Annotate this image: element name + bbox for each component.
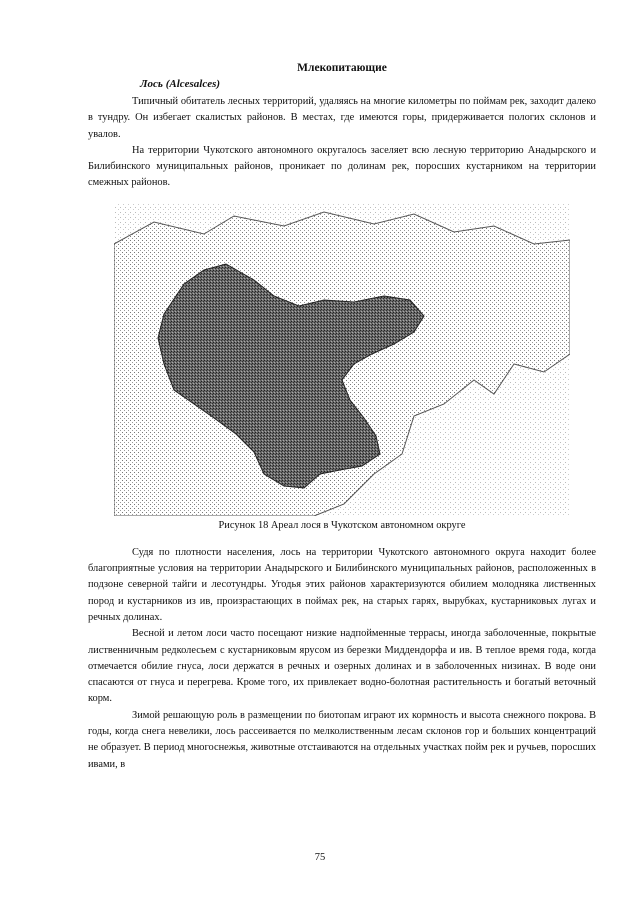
range-map-image	[114, 204, 570, 516]
range-map-figure	[114, 204, 570, 516]
paragraph: На территории Чукотского автономного округалось заселяет всю лесную территорию Анадырского и Билибинского муниципальных районов, проникает по долинам рек, поросших кустарником на территории смежных районов.	[88, 144, 596, 189]
figure-caption: Рисунок 18 Ареал лося в Чукотском автономном округе	[218, 519, 466, 531]
page-content	[88, 62, 596, 773]
paragraph: Типичный обитатель лесных территорий, удаляясь на многие километры по поймам рек, заходит далеко в тундру. Он избегает скалистых районов. В местах, где имеются горы, придерживается пологих склонов и увалов.	[88, 96, 596, 140]
paragraph: Судя по плотности населения, лось на территории Чукотского автономного округа находит более благоприятные условия на территории Анадырского и Билибинского муниципальных районов, расположенных в подзоне северной тайги и лесотундры. Угодья этих районов характеризуются обилием молодняка лиственных пород и кустарников из ив, произрастающих в поймах рек, на старых гарях, вырубках, кустарниковых лугах и речных долинах.	[88, 546, 596, 623]
section-title: Млекопитающие	[297, 62, 387, 74]
page-number: 75	[314, 852, 326, 863]
species-subheading: Лось (Alcesalces)	[140, 78, 221, 90]
paragraph: Весной и летом лоси часто посещают низкие надпойменные террасы, иногда заболоченные, покрытые лиственничным редколесьем с кустарниковым ярусом из березки Миддендорфа и ив. В теплое время года, когда отмечается обилие гнуса, лоси держатся в речных и озерных долинах и в заболоченных низинах. В воде они спасаются от гнуса и перегрева. Кроме того, их привлекает водно-болотная растительность и богатый веточный корм.	[88, 628, 596, 705]
paragraph: Зимой решающую роль в размещении по биотопам играют их кормность и высота снежного покрова. В годы, когда снега невелики, лось рассеивается по мелколиственным лесам склонов гор и больших концентраций не образует. В период многоснежья, животные отстаиваются на отдельных участках пойм рек и ручьев, поросших ивами, в	[88, 709, 596, 770]
